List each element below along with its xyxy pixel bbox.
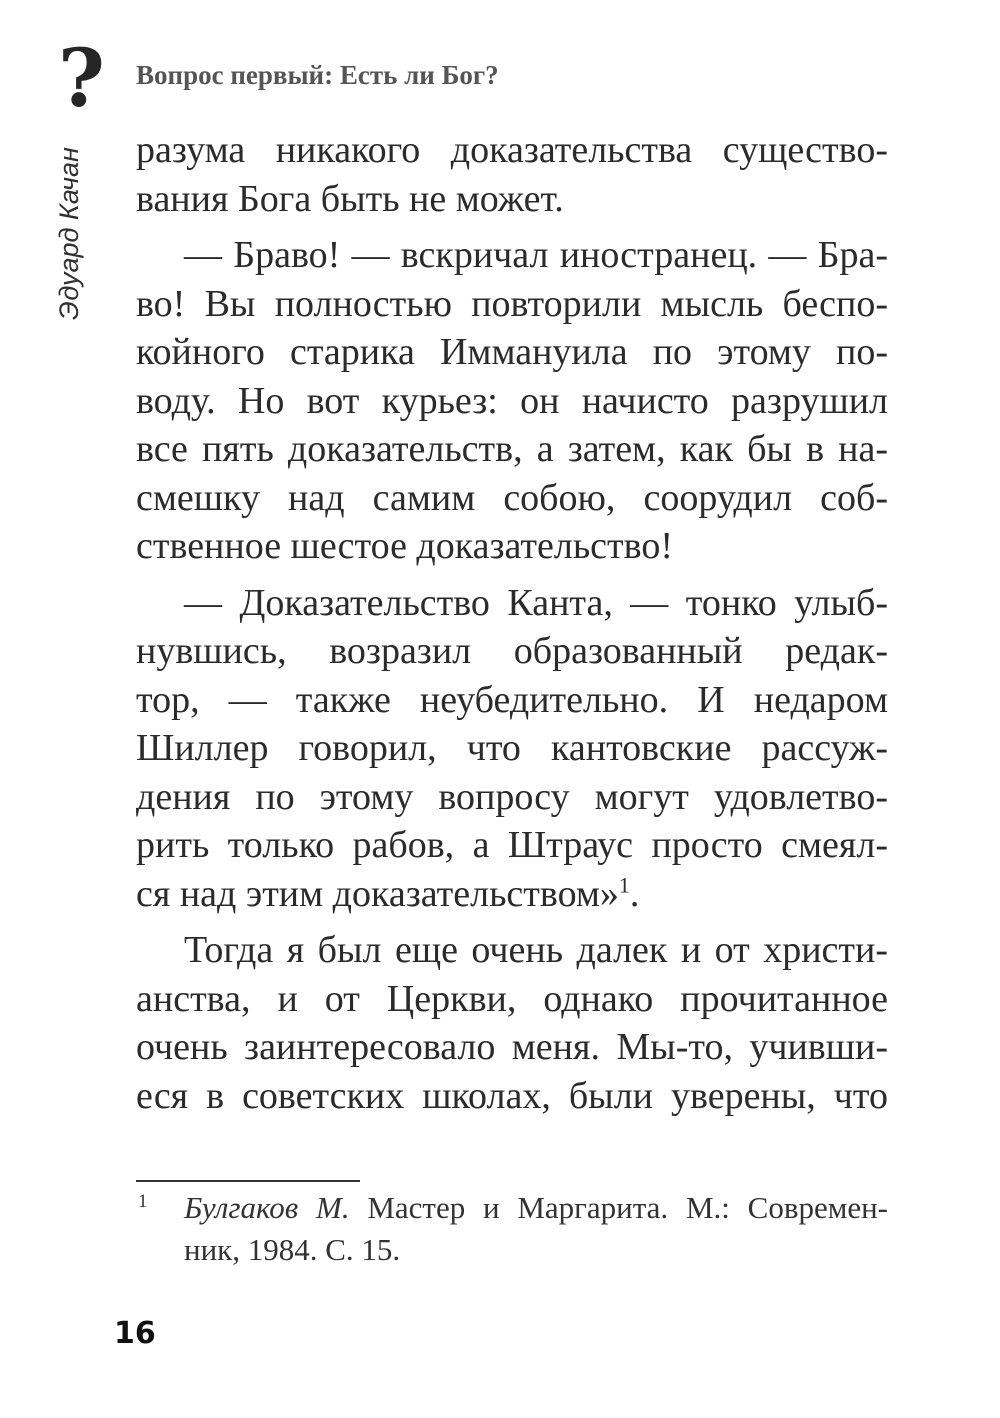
text-line: ственное шестое доказательство! — [136, 525, 673, 567]
text-line: Тогда я был еще очень далек и от христи- — [184, 929, 888, 971]
text-line: тор, — также неубедительно. И недаром — [136, 678, 888, 721]
footnote — [136, 1187, 888, 1271]
page-number: 16 — [114, 1316, 156, 1351]
text-line: анства, и от Церкви, однако прочитанное — [136, 977, 888, 1020]
text-line: дения по этому вопросу могут удовлетво- — [136, 775, 888, 818]
footnote-line — [136, 1187, 888, 1229]
footnote-reference[interactable]: 1 — [618, 871, 630, 897]
footnote-line: ник, 1984. С. 15. — [184, 1232, 401, 1267]
text-line: ся над этим доказательством» — [136, 872, 619, 915]
text-line: еся в советских школах, были уверены, что — [136, 1074, 888, 1117]
text-line: очень заинтересовало меня. Мы-то, учивши- — [136, 1026, 888, 1068]
text-line: разума никакого доказательства существо- — [136, 129, 888, 171]
paragraph-1 — [136, 126, 888, 223]
text-line: во! Вы полностью повторили мысль беспо- — [136, 282, 888, 325]
author-name-vertical: Эдуард Качан — [54, 147, 84, 320]
text-line: — Браво! — вскричал иностранец. — Бра- — [184, 234, 888, 276]
paragraph-3 — [136, 579, 888, 919]
text-line: вания Бога быть не может. — [136, 177, 564, 220]
footnote-divider — [136, 1180, 360, 1182]
sentence-end: . — [629, 872, 640, 915]
paragraph-4 — [136, 926, 888, 1120]
paragraph-2 — [136, 231, 888, 571]
text-line: койного старика Иммануила по этому по- — [136, 331, 888, 373]
text-line: смешку над самим собою, соорудил соб- — [136, 476, 888, 519]
footnote-author: Булгаков М. — [184, 1190, 350, 1225]
footnote-number: 1 — [138, 1191, 148, 1212]
text-line: рить только рабов, а Штраус просто смеял- — [136, 824, 888, 866]
text-line: нувшись, возразил образованный редак- — [136, 630, 888, 672]
text-line-with-footnote — [136, 870, 888, 919]
text-line: все пять доказательств, а затем, как бы в на- — [136, 428, 888, 470]
text-line: — Доказательство Канта, — тонко улыб- — [184, 581, 888, 624]
text-line: воду. Но вот курьез: он начисто разрушил — [136, 379, 888, 422]
footnote-citation: Мастер и Маргарита. М.: Современ- — [349, 1190, 889, 1225]
running-title: Вопрос первый: Есть ли Бог? — [136, 60, 499, 90]
question-mark-icon: ? — [58, 31, 105, 125]
body-text — [136, 126, 888, 1120]
text-line: Шиллер говорил, что кантовские рассуж- — [136, 727, 888, 769]
